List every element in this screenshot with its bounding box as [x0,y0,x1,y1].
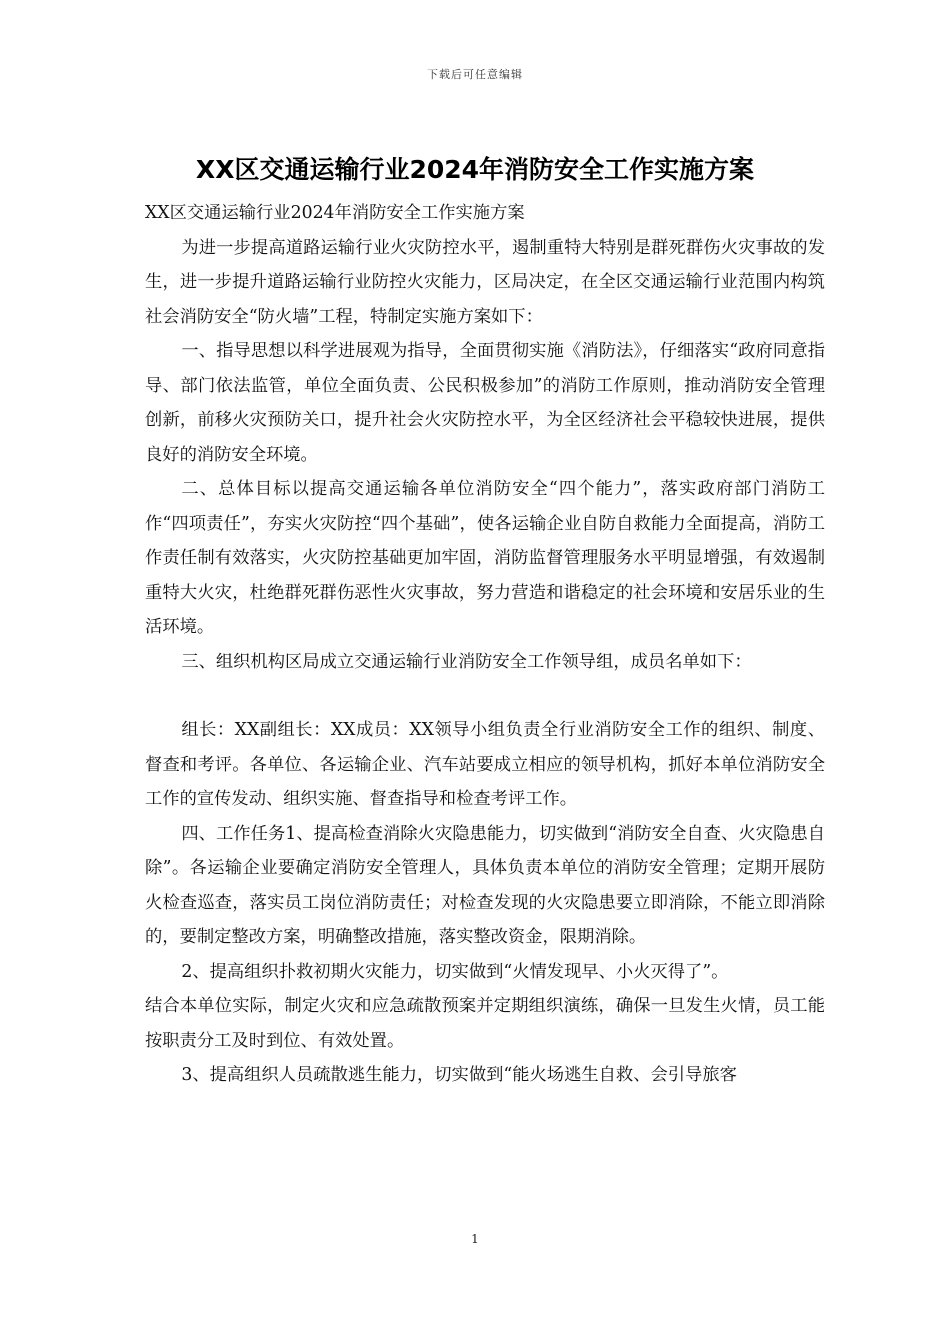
document-body [145,196,825,1093]
subtitle-line: XX区交通运输行业2024年消防安全工作实施方案 [145,203,525,223]
paragraph-intro: 为进一步提高道路运输行业火灾防控水平，遏制重特大特别是群死群伤火灾事故的发生，进一步提升道路运输行业防控火灾能力，区局决定，在全区交通运输行业范围内构筑社会消防安全“防火墙”工程，特制定实施方案如下： [145,237,825,327]
paragraph-task-1: 四、工作任务1、提高检查消除火灾隐患能力，切实做到“消防安全自查、火灾隐患自除”。各运输企业要确定消防安全管理人，具体负责本单位的消防安全管理；定期开展防火检查巡查，落实员工岗位消防责任；对检查发现的火灾隐患要立即消除，不能立即消除的，要制定整改方案，明确整改措施，落实整改资金，限期消除。 [145,823,825,947]
paragraph-task-2-continued: 结合本单位实际，制定火灾和应急疏散预案并定期组织演练，确保一旦发生火情，员工能按职责分工及时到位、有效处置。 [145,996,825,1051]
paragraph-organization: 三、组织机构区局成立交通运输行业消防安全工作领导组，成员名单如下： [181,651,752,672]
paragraph-task-2: 2、提高组织扑救初期火灾能力，切实做到“火情发现早、小火灭得了”。 [181,961,729,982]
paragraph-guiding-principle: 一、指导思想以科学进展观为指导，全面贯彻实施《消防法》，仔细落实“政府同意指导、部门依法监管，单位全面负责、公民积极参加”的消防工作原则，推动消防安全管理创新，前移火灾预防关口，提升社会火灾防控水平，为全区经济社会平稳较快进展，提供良好的消防安全环境。 [145,341,825,465]
paragraph-task-3: 3、提高组织人员疏散逃生能力，切实做到“能火场逃生自救、会引导旅客 [181,1065,737,1085]
page-number: 1 [471,1232,479,1246]
paragraph-overall-goal: 二、总体目标以提高交通运输各单位消防安全“四个能力”，落实政府部门消防工作“四项责任”，夯实火灾防控“四个基础”，使各运输企业自防自救能力全面提高，消防工作责任制有效落实，火灾防控基础更加牢固，消防监督管理服务水平明显增强，有效遏制重特大火灾，杜绝群死群伤恶性火灾事故，努力营造和谐稳定的社会环境和安居乐业的生活环境。 [145,479,825,637]
paragraph-leadership-group: 组长：XX副组长：XX成员：XX领导小组负责全行业消防安全工作的组织、制度、督查和考评。各单位、各运输企业、汽车站要成立相应的领导机构，抓好本单位消防安全工作的宣传发动、组织实施、督查指导和检查考评工作。 [145,720,825,809]
document-title: XX区交通运输行业2024年消防安全工作实施方案 [195,155,755,184]
header-note: 下载后可任意编辑 [427,68,523,81]
